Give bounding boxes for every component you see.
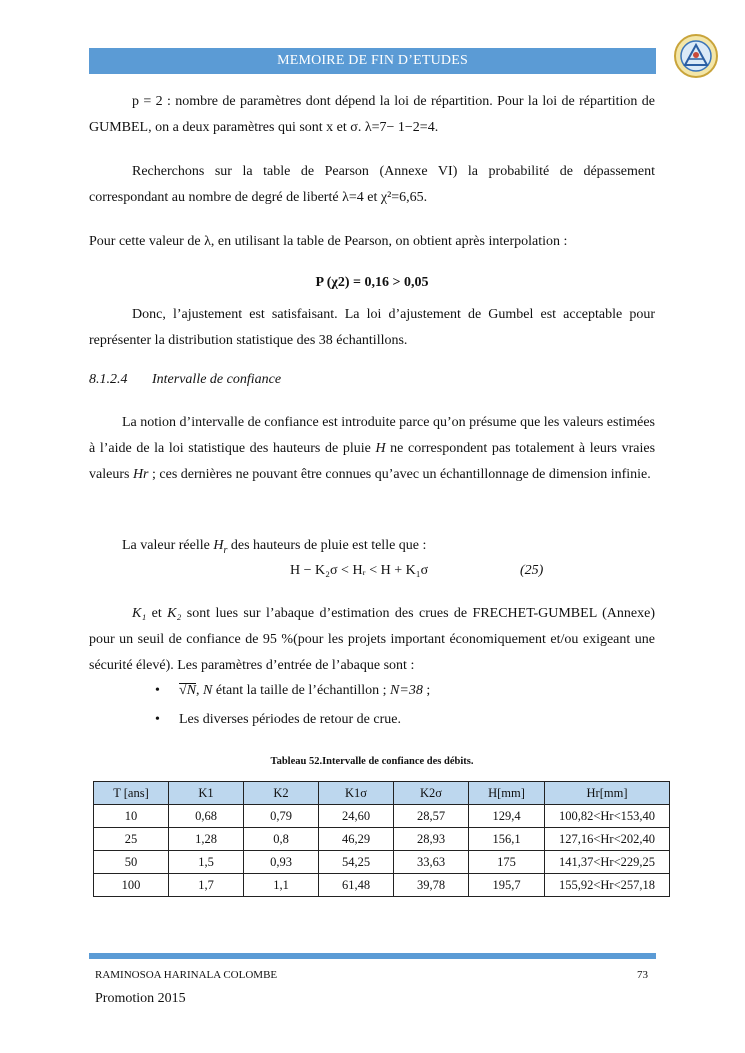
table-cell: 25	[94, 828, 169, 851]
paragraph-real-value: La valeur réelle $H_r$ des hauteurs de pluie est telle que :	[122, 538, 427, 556]
table-cell: 100,82<Hr<153,40	[545, 805, 670, 828]
table-cell: 141,37<Hr<229,25	[545, 851, 670, 874]
formula-expression: H − K₂σ < Hᵣ < H + K₁σ	[290, 563, 429, 578]
table-cell: 28,93	[394, 828, 469, 851]
table-row	[94, 805, 670, 828]
table-cell: 1,28	[169, 828, 244, 851]
table-cell: 195,7	[469, 874, 545, 897]
table-cell: 46,29	[319, 828, 394, 851]
table-row	[94, 851, 670, 874]
table-cell: 10	[94, 805, 169, 828]
formula-number: (25)	[520, 563, 544, 578]
column-header: H[mm]	[469, 782, 545, 805]
footer-author: RAMINOSOA HARINALA COLOMBE	[95, 969, 278, 981]
column-header: K1σ	[319, 782, 394, 805]
input-parameters-list	[150, 683, 430, 741]
column-header: Hr[mm]	[545, 782, 670, 805]
table-cell: 61,48	[319, 874, 394, 897]
probability-result: P (χ2) = 0,16 > 0,05	[315, 275, 429, 290]
table-cell: 0,68	[169, 805, 244, 828]
table-cell: 1,5	[169, 851, 244, 874]
table-cell: 100	[94, 874, 169, 897]
table-cell: 33,63	[394, 851, 469, 874]
table-cell: 1,1	[244, 874, 319, 897]
paragraph-pearson-search: Recherchons sur la table de Pearson (Annexe VI) la probabilité de dépassement correspondant au nombre de degré de liberté λ=4 et χ²=6,65.	[89, 164, 655, 205]
table-cell: 156,1	[469, 828, 545, 851]
paragraph-frechet-gumbel: K₁ et K₂ sont lues sur l’abaque d’estimation des crues de FRECHET-GUMBEL (Annexe) pour un seuil de confiance de 95 %(pour les projets important économiquement et/ou exigeant une sécurité élevé). Les paramètres d’entrée de l’abaque sont :	[89, 606, 655, 673]
confidence-formula	[290, 563, 543, 579]
column-header: K2	[244, 782, 319, 805]
table-cell: 0,93	[244, 851, 319, 874]
paragraph-interpolation: Pour cette valeur de λ, en utilisant la table de Pearson, on obtient après interpolation :	[89, 234, 568, 249]
paragraph-confidence-notion: La notion d’intervalle de confiance est introduite parce qu’on présume que les valeurs estimées à l’aide de la loi statistique des hauteurs de pluie H ne correspondent pas totalement à leurs vraies valeurs Hr ; ces dernières ne pouvant être connues qu’avec un échantillonnage de dimension infinie.	[89, 415, 656, 482]
list-item: • Les diverses périodes de retour de crue.	[150, 712, 430, 741]
paragraph-conclusion: Donc, l’ajustement est satisfaisant. La loi d’ajustement de Gumbel est acceptable pour représenter la distribution statistique des 38 échantillons.	[89, 307, 655, 348]
header-title: MEMOIRE DE FIN D’ETUDES	[277, 53, 468, 68]
table-cell: 155,92<Hr<257,18	[545, 874, 670, 897]
table-cell: 1,7	[169, 874, 244, 897]
paragraph-parameters: p = 2 : nombre de paramètres dont dépend la loi de répartition. Pour la loi de répartition de GUMBEL, on a deux paramètres qui sont x et σ. λ=7− 1−2=4.	[89, 94, 655, 135]
table-cell: 175	[469, 851, 545, 874]
table-header-row	[94, 782, 670, 805]
section-number: 8.1.2.4	[89, 372, 128, 387]
table-cell: 54,25	[319, 851, 394, 874]
confidence-table	[93, 781, 670, 897]
table-cell: 28,57	[394, 805, 469, 828]
table-cell: 0,8	[244, 828, 319, 851]
footer-promotion: Promotion 2015	[95, 991, 186, 1006]
table-row	[94, 874, 670, 897]
university-emblem-icon	[673, 33, 719, 79]
list-item: • √N, N étant la taille de l’échantillon ; N=38 ;	[150, 683, 430, 712]
lambda-expression: λ=7− 1−2=4.	[364, 120, 439, 135]
table-row	[94, 828, 670, 851]
column-header: K2σ	[394, 782, 469, 805]
column-header: T [ans]	[94, 782, 169, 805]
table-caption: Tableau 52.Intervalle de confiance des débits.	[270, 756, 474, 767]
table-cell: 129,4	[469, 805, 545, 828]
page-number: 73	[637, 969, 648, 981]
section-title: Intervalle de confiance	[152, 372, 282, 387]
table-cell: 39,78	[394, 874, 469, 897]
table-cell: 0,79	[244, 805, 319, 828]
section-heading	[89, 372, 281, 388]
table-cell: 127,16<Hr<202,40	[545, 828, 670, 851]
table-cell: 24,60	[319, 805, 394, 828]
column-header: K1	[169, 782, 244, 805]
page-header	[89, 48, 656, 74]
table-cell: 50	[94, 851, 169, 874]
footer-divider	[89, 953, 656, 959]
